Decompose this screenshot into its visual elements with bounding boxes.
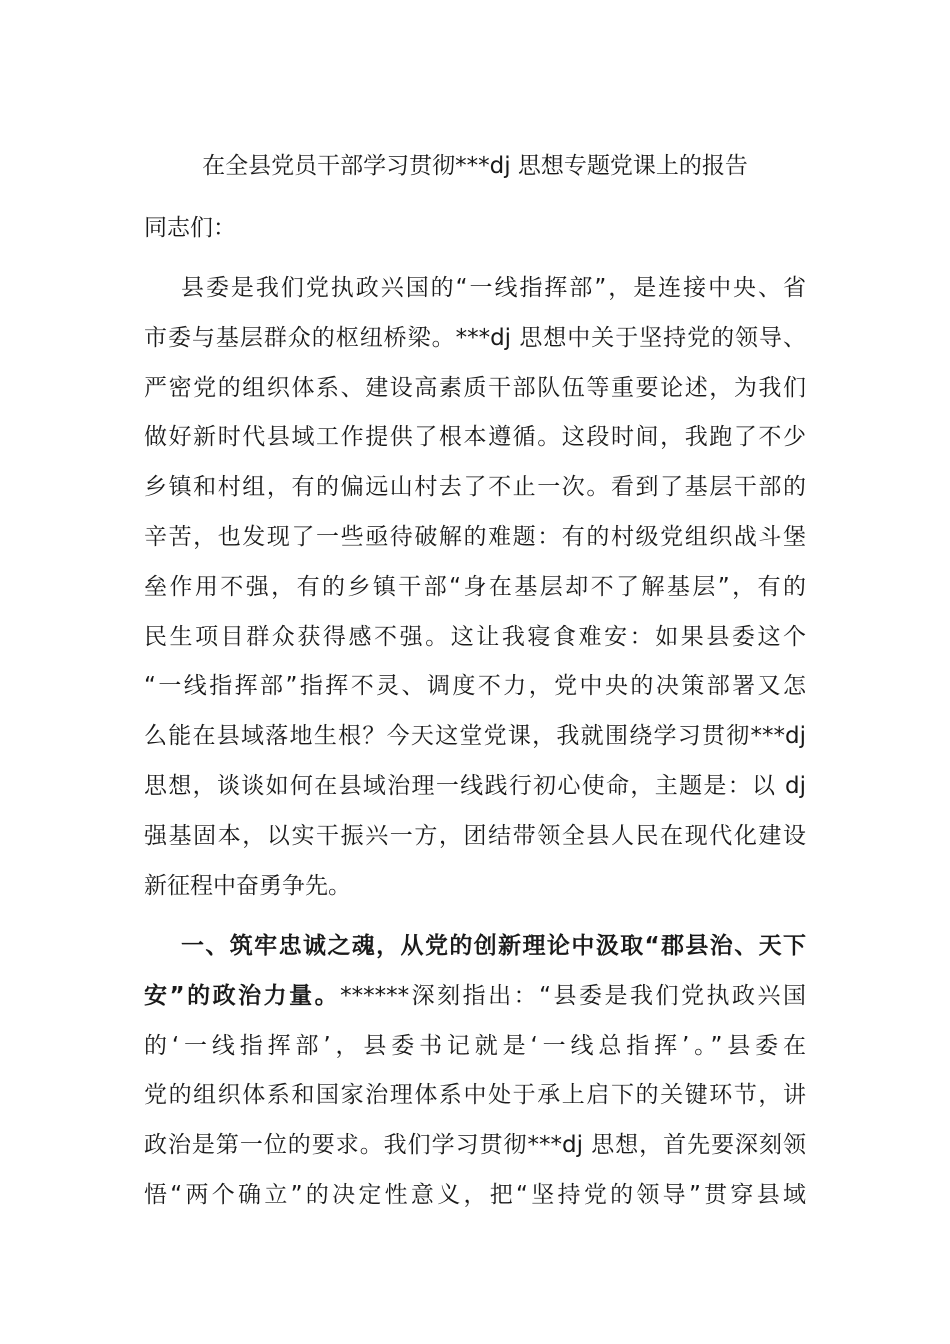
text-line: 辛苦，也发现了一些亟待破解的难题：有的村级党组织战斗堡: [144, 523, 806, 550]
paragraph-section-one: [144, 922, 806, 1221]
text-line: 么能在县域落地生根？今天这堂党课，我就围绕学习贯彻***dj: [144, 723, 806, 750]
salutation: 同志们：: [144, 215, 236, 241]
text-line: 的‘一线指挥部’，县委书记就是‘一线总指挥’。”县委在: [144, 1032, 806, 1059]
document-title: 在全县党员干部学习贯彻***dj 思想专题党课上的报告: [202, 153, 748, 179]
text-line: 垒作用不强，有的乡镇干部“身在基层却不了解基层”，有的: [144, 573, 806, 600]
text-line: 市委与基层群众的枢纽桥梁。***dj 思想中关于坚持党的领导、: [144, 324, 806, 351]
section-heading: 一、筑牢忠诚之魂，从党的创新理论中汲取“郡县治、天下: [181, 933, 806, 959]
text-run: ******深刻指出：“县委是我们党执政兴国: [340, 982, 806, 1009]
text-line: “一线指挥部”指挥不灵、调度不力，党中央的决策部署又怎: [144, 673, 806, 700]
text-line: 乡镇和村组，有的偏远山村去了不止一次。看到了基层干部的: [144, 474, 806, 501]
section-heading-end: 安”的政治力量。: [144, 982, 341, 1009]
text-line: 强基固本，以实干振兴一方，团结带领全县人民在现代化建设: [144, 822, 806, 849]
text-line: 新征程中奋勇争先。: [144, 872, 351, 899]
text-line: 做好新时代县域工作提供了根本遵循。这段时间，我跑了不少: [144, 424, 806, 451]
text-line: 悟“两个确立”的决定性意义，把“坚持党的领导”贯穿县域: [144, 1181, 806, 1208]
text-line: 县委是我们党执政兴国的“一线指挥部”，是连接中央、省: [181, 275, 806, 301]
text-line: 政治是第一位的要求。我们学习贯彻***dj 思想，首先要深刻领: [144, 1132, 806, 1159]
text-line: 思想，谈谈如何在县域治理一线践行初心使命，主题是：以 dj: [144, 772, 806, 799]
paragraph-intro: [144, 264, 806, 911]
text-line: [144, 972, 806, 1022]
text-line: 民生项目群众获得感不强。这让我寝食难安：如果县委这个: [144, 623, 806, 650]
text-line: 党的组织体系和国家治理体系中处于承上启下的关键环节，讲: [144, 1082, 806, 1109]
text-line: 严密党的组织体系、建设高素质干部队伍等重要论述，为我们: [144, 374, 806, 401]
